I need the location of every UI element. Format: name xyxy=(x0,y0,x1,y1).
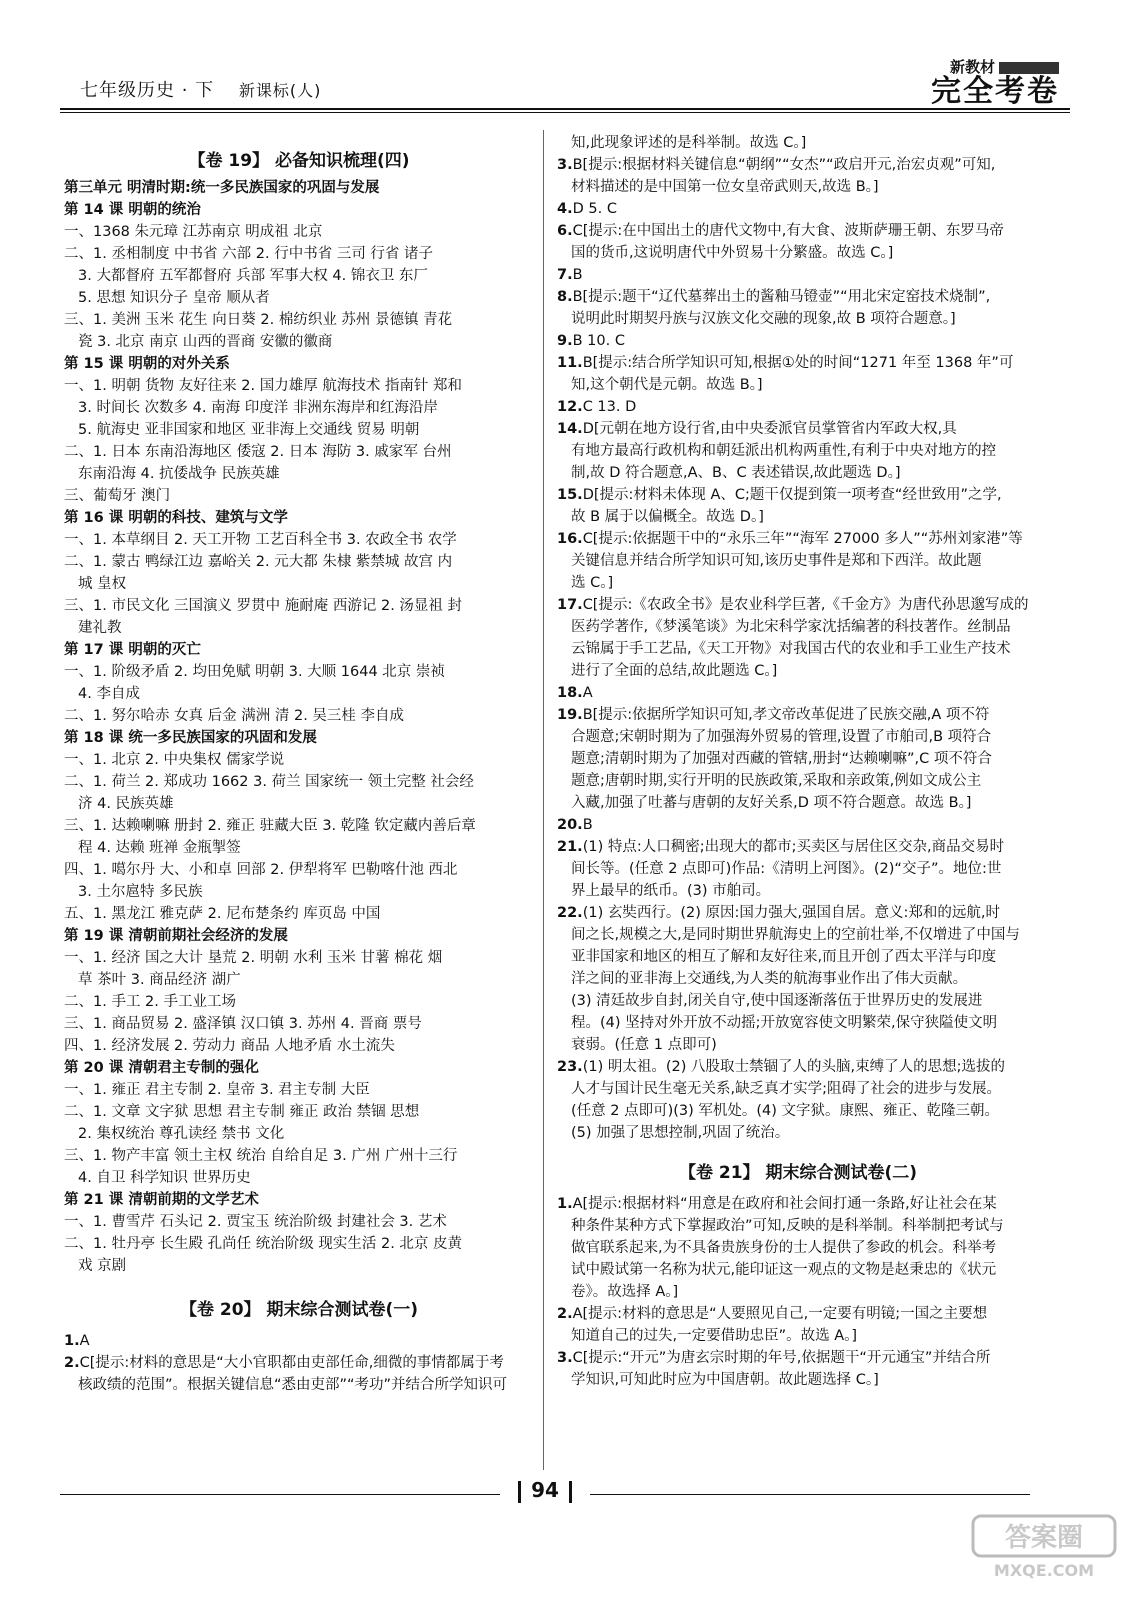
lesson-heading: 第 16 课 明朝的科技、建筑与文学 xyxy=(64,510,288,526)
answer-line: 5. 思想 知识分子 皇帝 顺从者 xyxy=(78,290,270,306)
answer-first-line xyxy=(557,220,1039,242)
answer-line: 二、1. 丞相制度 中书省 六部 2. 行中书省 三司 行省 诸子 xyxy=(64,246,434,262)
answer-item xyxy=(557,704,1039,814)
header-edition: 新课标(人) xyxy=(238,81,322,100)
answer-item xyxy=(64,1330,534,1352)
answer-line: 三、1. 市民文化 三国演义 罗贯中 施耐庵 西游记 2. 汤显祖 封 xyxy=(64,598,463,614)
unit-heading: 第三单元 明清时期:统一多民族国家的巩固与发展 xyxy=(64,180,380,196)
answer-number: 3. xyxy=(557,1350,573,1366)
svg-text:MXQE.COM: MXQE.COM xyxy=(993,1561,1095,1580)
answer-number: 1. xyxy=(557,1196,573,1212)
answer-line: 戏 京剧 xyxy=(78,1258,127,1274)
page-number xyxy=(500,1478,590,1503)
answer-text: D 5. C xyxy=(572,201,617,217)
answer-line: 3. 时间长 次数多 4. 南海 印度洋 非洲东海岸和红海沿岸 xyxy=(78,400,438,416)
answer-line: 3. 土尔扈特 多民族 xyxy=(78,884,203,900)
answer-first-line xyxy=(64,1352,534,1374)
answer-line: 程 4. 达赖 班禅 金瓶掣签 xyxy=(78,840,241,856)
answer-continuation: 间之长,规模之大,是同时期世界航海史上的空前壮举,不仅增进了中国与 xyxy=(571,927,1020,943)
answer-item xyxy=(557,396,1039,418)
answer-line: 二、1. 日本 东南沿海地区 倭寇 2. 日本 海防 3. 戚家军 台州 xyxy=(64,444,452,460)
right-column xyxy=(557,132,1039,1391)
lesson-heading: 第 17 课 明朝的灭亡 xyxy=(64,642,201,658)
answer-number: 16. xyxy=(557,531,583,547)
answer-text: C[提示:《农政全书》是农业科学巨著,《千金方》为唐代孙思邈写成的 xyxy=(582,597,1029,613)
answer-text: B xyxy=(582,817,593,833)
answer-continuation: (5) 加强了思想控制,巩固了统治。 xyxy=(571,1125,790,1141)
answer-number: 7. xyxy=(557,267,573,283)
answer-continuation: 知,这个朝代是元朝。故选 B。] xyxy=(571,377,763,393)
answer-first-line xyxy=(557,902,1039,924)
answer-line: 一、1. 北京 2. 中央集权 儒家学说 xyxy=(64,752,285,768)
answer-line: 二、1. 荷兰 2. 郑成功 1662 3. 荷兰 国家统一 领土完整 社会经 xyxy=(64,774,474,790)
answer-continuation: 材料描述的是中国第一位女皇帝武则天,故选 B。] xyxy=(571,179,879,195)
answer-first-line xyxy=(557,814,1039,836)
answer-line: 三、1. 物产丰富 领土主权 统治 自给自足 3. 广州 广州十三行 xyxy=(64,1148,458,1164)
answer-line: 三、1. 商品贸易 2. 盛泽镇 汉口镇 3. 苏州 4. 晋商 票号 xyxy=(64,1016,422,1032)
answer-continuation: (3) 清廷故步自封,闭关自守,使中国逐渐落伍于世界历史的发展进 xyxy=(571,993,983,1009)
answer-item xyxy=(557,330,1039,352)
answer-continuation: 故 B 属于以偏概全。故选 D。] xyxy=(571,509,764,525)
answer-item xyxy=(557,594,1039,682)
answer-line: 三、葡萄牙 澳门 xyxy=(64,488,171,504)
answer-first-line xyxy=(557,352,1039,374)
lesson-heading: 第 21 课 清朝前期的文学艺术 xyxy=(64,1192,259,1208)
answer-first-line xyxy=(557,198,1039,220)
brand-big-label: 完全考卷 xyxy=(931,74,1059,109)
answer-continuation: 入藏,加强了吐蕃与唐朝的友好关系,D 项不符合题意。故选 B。] xyxy=(571,795,972,811)
answer-continuation: 知道自己的过失,一定要借助忠臣”。故选 A。] xyxy=(571,1328,858,1344)
answer-text: (1) 玄奘西行。(2) 原因:国力强大,强国自居。意义:郑和的远航,时 xyxy=(582,905,1000,921)
answer-line: 2. 集权统治 尊孔读经 禁书 文化 xyxy=(78,1126,285,1142)
answer-continuation: 题意;唐朝时期,实行开明的民族政策,采取和亲政策,例如文成公主 xyxy=(571,773,982,789)
answer-item xyxy=(557,198,1039,220)
answer-first-line xyxy=(557,704,1039,726)
header-rule-thin xyxy=(60,112,1070,113)
page-number-text: 94 xyxy=(531,1478,559,1502)
answer-text: B[提示:题干“辽代墓葬出土的酱釉马镫壶”“用北宋定窑技术烧制”, xyxy=(572,289,991,305)
brand-logo xyxy=(931,56,1059,107)
answer-continuation: 界上最早的纸币。(3) 市舶司。 xyxy=(571,883,771,899)
answer-line: 一、1. 明朝 货物 友好往来 2. 国力雄厚 航海技术 指南针 郑和 xyxy=(64,378,463,394)
answer-line: 5. 航海史 亚非国家和地区 亚非海上交通线 贸易 明朝 xyxy=(78,422,420,438)
answer-number: 2. xyxy=(557,1306,573,1322)
brand-small-label: 新教材 xyxy=(949,58,995,76)
answer-first-line xyxy=(557,1193,1039,1215)
answer-continuation: 说明此时期契丹族与汉族文化交融的现象,故 B 项符合题意。] xyxy=(571,311,956,327)
answer-first-line xyxy=(557,396,1039,418)
answer-line: 东南沿海 4. 抗倭战争 民族英雄 xyxy=(78,466,280,482)
answer-line: 一、1368 朱元璋 江苏南京 明成祖 北京 xyxy=(64,224,323,240)
answer-continuation: 种条件某种方式下掌握政治”可知,反映的是科举制。科举制把考试与 xyxy=(571,1218,1004,1234)
footer-rule-right xyxy=(590,1494,1030,1495)
answer-continuation: 制,故 D 符合题意,A、B、C 表述错误,故此题选 D。] xyxy=(571,465,901,481)
answer-item xyxy=(557,132,1039,154)
answer-first-line xyxy=(557,286,1039,308)
svg-text:答案圈: 答案圈 xyxy=(1004,1523,1084,1553)
answer-text: B[提示:结合所学知识可知,根据①处的时间“1271 年至 1368 年”可 xyxy=(582,355,1014,371)
answer-continuation: 云锦属于手工艺品,《天工开物》对我国古代的农业和手工业生产技术 xyxy=(571,641,1011,657)
answer-line: 二、1. 蒙古 鸭绿江边 嘉峪关 2. 元大都 朱棣 紫禁城 故宫 内 xyxy=(64,554,453,570)
lesson-heading: 第 14 课 明朝的统治 xyxy=(64,202,201,218)
answer-continuation: 亚非国家和地区的相互了解和友好往来,而且开创了西太平洋与印度 xyxy=(571,949,997,965)
left-column xyxy=(64,138,534,1396)
answer-text: C[提示:材料的意思是“大小官职都由吏部任命,细微的事情都属于考 xyxy=(79,1355,504,1371)
answer-item xyxy=(557,814,1039,836)
answer-item xyxy=(557,682,1039,704)
answer-line: 一、1. 曹雪芹 石头记 2. 贾宝玉 统治阶级 封建社会 3. 艺术 xyxy=(64,1214,447,1230)
answer-continuation: (任意 2 点即可)(3) 军机处。(4) 文字狱。康熙、雍正、乾隆三朝。 xyxy=(571,1103,1000,1119)
answer-number: 3. xyxy=(557,157,573,173)
answer-continuation: 题意;清朝时期为了加强对西藏的管辖,册封“达赖喇嘛”,C 项不符合 xyxy=(571,751,992,767)
answer-item xyxy=(64,1352,534,1396)
answer-number: 12. xyxy=(557,399,583,415)
answer-line: 一、1. 雍正 君主专制 2. 皇帝 3. 君主专制 大臣 xyxy=(64,1082,370,1098)
lesson-heading: 第 15 课 明朝的对外关系 xyxy=(64,356,230,372)
answer-line: 4. 李自成 xyxy=(78,686,140,702)
answer-continuation: 衰弱。(任意 1 点即可) xyxy=(571,1037,717,1053)
answer-text: (1) 明太祖。(2) 八股取士禁锢了人的头脑,束缚了人的思想;选拔的 xyxy=(582,1059,1005,1075)
answer-line: 建礼教 xyxy=(78,620,122,636)
answer-number: 8. xyxy=(557,289,573,305)
answer-text: C 13. D xyxy=(582,399,637,415)
answer-line: 二、1. 努尔哈赤 女真 后金 满洲 清 2. 吴三桂 李自成 xyxy=(64,708,405,724)
answer-first-line xyxy=(557,264,1039,286)
answer-item xyxy=(557,836,1039,902)
answer-line: 草 茶叶 3. 商品经济 湖广 xyxy=(78,972,241,988)
answer-line: 4. 自卫 科学知识 世界历史 xyxy=(78,1170,251,1186)
answer-first-line xyxy=(557,418,1039,440)
answer-line: 济 4. 民族英雄 xyxy=(78,796,174,812)
watermark-logo xyxy=(969,1512,1119,1582)
answer-line: 一、1. 经济 国之大计 垦荒 2. 明朝 水利 玉米 甘薯 棉花 烟 xyxy=(64,950,443,966)
answer-continuation: 间长等。(任意 2 点即可)作品:《清明上河图》。(2)“交子”。地位:世 xyxy=(571,861,1002,877)
answer-line: 一、1. 阶级矛盾 2. 均田免赋 明朝 3. 大顺 1644 北京 崇祯 xyxy=(64,664,445,680)
answer-number: 19. xyxy=(557,707,583,723)
answer-item xyxy=(557,528,1039,594)
section-title-21: 【卷 21】 期末综合测试卷(二) xyxy=(678,1163,918,1183)
footer-rule-left xyxy=(60,1494,500,1495)
lesson-heading: 第 19 课 清朝前期社会经济的发展 xyxy=(64,928,288,944)
answer-line: 二、1. 文章 文字狱 思想 君主专制 雍正 政治 禁锢 思想 xyxy=(64,1104,420,1120)
answer-continuation: 学知识,可知此时应为中国唐朝。故此题选择 C。] xyxy=(571,1372,879,1388)
answer-text: D[元朝在地方设行省,由中央委派官员掌管省内军政大权,具 xyxy=(582,421,957,437)
answer-continuation: 核政绩的范围”。根据关键信息“悉由吏部”“考功”并结合所学知识可 xyxy=(78,1377,508,1393)
section-21-content xyxy=(557,1193,1039,1391)
answer-line: 二、1. 牡丹亭 长生殿 孔尚任 统治阶级 现实生活 2. 北京 皮黄 xyxy=(64,1236,463,1252)
answer-first-line xyxy=(557,528,1039,550)
answer-continuation: 人才与国计民生毫无关系,缺乏真才实学;阻碍了社会的进步与发展。 xyxy=(571,1081,1001,1097)
answer-text: A xyxy=(79,1333,90,1349)
answer-first-line xyxy=(557,594,1039,616)
answer-line: 四、1. 噶尔丹 大、小和卓 回部 2. 伊犁将军 巴勒喀什池 西北 xyxy=(64,862,458,878)
answer-line: 城 皇权 xyxy=(78,576,127,592)
answer-continuation: 知,此现象评述的是科举制。故选 C。] xyxy=(571,135,807,151)
answer-text: C[提示:在中国出土的唐代文物中,有大食、波斯萨珊王朝、东罗马帝 xyxy=(572,223,1004,239)
answer-continuation: 进行了全面的总结,故此题选 C。] xyxy=(571,663,778,679)
answer-continuation: 程。(4) 坚持对外开放不动摇;开放宽容使文明繁荣,保守狭隘使文明 xyxy=(571,1015,998,1031)
answer-text: C[提示:依据题干中的“永乐三年”“海军 27000 多人”“苏州刘家港”等 xyxy=(582,531,1023,547)
answer-number: 11. xyxy=(557,355,583,371)
lesson-heading: 第 18 课 统一多民族国家的巩固和发展 xyxy=(64,730,317,746)
answer-text: B xyxy=(572,267,583,283)
answer-item xyxy=(557,418,1039,484)
answer-continuation: 有地方最高行政机构和朝廷派出机构两重性,有利于中央对地方的控 xyxy=(571,443,997,459)
answer-item xyxy=(557,264,1039,286)
answer-first-line xyxy=(557,330,1039,352)
answer-first-line xyxy=(557,154,1039,176)
answer-text: A[提示:根据材料“用意是在政府和社会间打通一条路,好让社会在某 xyxy=(572,1196,997,1212)
answer-text: A xyxy=(582,685,593,701)
answer-item xyxy=(557,220,1039,264)
answer-item xyxy=(557,154,1039,198)
section-19-content xyxy=(64,177,534,1277)
section-title-20: 【卷 20】 期末综合测试卷(一) xyxy=(179,1300,419,1320)
answer-number: 9. xyxy=(557,333,573,349)
answer-number: 23. xyxy=(557,1059,583,1075)
answer-text: C[提示:“开元”为唐玄宗时期的年号,依据题干“开元通宝”并结合所 xyxy=(572,1350,991,1366)
answer-number: 6. xyxy=(557,223,573,239)
section-title-19: 【卷 19】 必备知识梳理(四) xyxy=(188,151,410,171)
answer-text: B[提示:依据所学知识可知,孝文帝改革促进了民族交融,A 项不符 xyxy=(582,707,990,723)
answer-continuation: 医药学著作,《梦溪笔谈》为北宋科学家沈括编著的科技著作。丝制品 xyxy=(571,619,1011,635)
column-divider xyxy=(543,130,544,1470)
answer-continuation: 国的货币,这说明唐代中外贸易十分繁盛。故选 C。] xyxy=(571,245,894,261)
page-header-title xyxy=(80,76,321,102)
answer-continuation: 试中殿试第一名称为状元,能印证这一观点的文物是赵秉忠的《状元 xyxy=(571,1262,997,1278)
answer-item xyxy=(557,1056,1039,1144)
answer-line: 三、1. 达赖喇嘛 册封 2. 雍正 驻藏大臣 3. 乾隆 钦定藏内善后章 xyxy=(64,818,476,834)
answer-item xyxy=(557,286,1039,330)
answer-line: 3. 大都督府 五军都督府 兵部 军事大权 4. 锦衣卫 东厂 xyxy=(78,268,428,284)
section-20-answers xyxy=(557,132,1039,1144)
brand-bar xyxy=(999,62,1059,74)
answer-text: (1) 特点:人口稠密;出现大的都市;买卖区与居住区交杂,商品交易时 xyxy=(582,839,1005,855)
answer-continuation: 洋之间的亚非海上交通线,为人类的航海事业作出了伟大贡献。 xyxy=(571,971,968,987)
header-title: 七年级历史 · 下 xyxy=(80,80,215,101)
answer-number: 20. xyxy=(557,817,583,833)
answer-number: 22. xyxy=(557,905,583,921)
answer-text: A[提示:材料的意思是“人要照见自己,一定要有明镜;一国之主要想 xyxy=(572,1306,988,1322)
answer-first-line xyxy=(557,1056,1039,1078)
answer-line: 一、1. 本草纲目 2. 天工开物 工艺百科全书 3. 农政全书 农学 xyxy=(64,532,457,548)
answer-line: 二、1. 手工 2. 手工业工场 xyxy=(64,994,236,1010)
answer-item xyxy=(557,1303,1039,1347)
answer-number: 14. xyxy=(557,421,583,437)
answer-continuation: 卷》。故选择 A。] xyxy=(571,1284,679,1300)
answer-line: 四、1. 经济发展 2. 劳动力 商品 人地矛盾 水土流失 xyxy=(64,1038,395,1054)
answer-first-line xyxy=(557,1303,1039,1325)
answer-first-line xyxy=(557,682,1039,704)
answer-first-line xyxy=(557,836,1039,858)
header-rule xyxy=(60,108,1070,110)
answer-number: 2. xyxy=(64,1355,80,1371)
answer-text: D[提示:材料未体现 A、C;题干仅提到策一项考查“经世致用”之学, xyxy=(582,487,1002,503)
answer-first-line xyxy=(557,1347,1039,1369)
answer-line: 瓷 3. 北京 南京 山西的晋商 安徽的徽商 xyxy=(78,334,333,350)
answer-continuation: 选 C。] xyxy=(571,575,614,591)
answer-number: 4. xyxy=(557,201,573,217)
answer-line: 三、1. 美洲 玉米 花生 向日葵 2. 棉纺织业 苏州 景德镇 青花 xyxy=(64,312,453,328)
answer-line: 五、1. 黑龙江 雅克萨 2. 尼布楚条约 库页岛 中国 xyxy=(64,906,381,922)
answer-number: 1. xyxy=(64,1333,80,1349)
answer-first-line xyxy=(64,1330,534,1352)
answer-number: 18. xyxy=(557,685,583,701)
answer-number: 15. xyxy=(557,487,583,503)
answer-item xyxy=(557,484,1039,528)
answer-text: B 10. C xyxy=(572,333,625,349)
answer-continuation: 关键信息并结合所学知识可知,该历史事件是郑和下西洋。故此题 xyxy=(571,553,982,569)
answer-continuation: 合题意;宋朝时期为了加强海外贸易的管理,设置了市舶司,B 项符合 xyxy=(571,729,992,745)
answer-item xyxy=(557,1347,1039,1391)
answer-first-line xyxy=(557,484,1039,506)
lesson-heading: 第 20 课 清朝君主专制的强化 xyxy=(64,1060,259,1076)
answer-item xyxy=(557,902,1039,1056)
section-20-content xyxy=(64,1330,534,1396)
answer-continuation: 做官联系起来,为不具备贵族身份的士人提供了参政的机会。科举考 xyxy=(571,1240,997,1256)
answer-number: 21. xyxy=(557,839,583,855)
answer-number: 17. xyxy=(557,597,583,613)
answer-item xyxy=(557,352,1039,396)
answer-text: B[提示:根据材料关键信息“朝纲”“女杰”“政启开元,治宏贞观”可知, xyxy=(572,157,996,173)
answer-item xyxy=(557,1193,1039,1303)
